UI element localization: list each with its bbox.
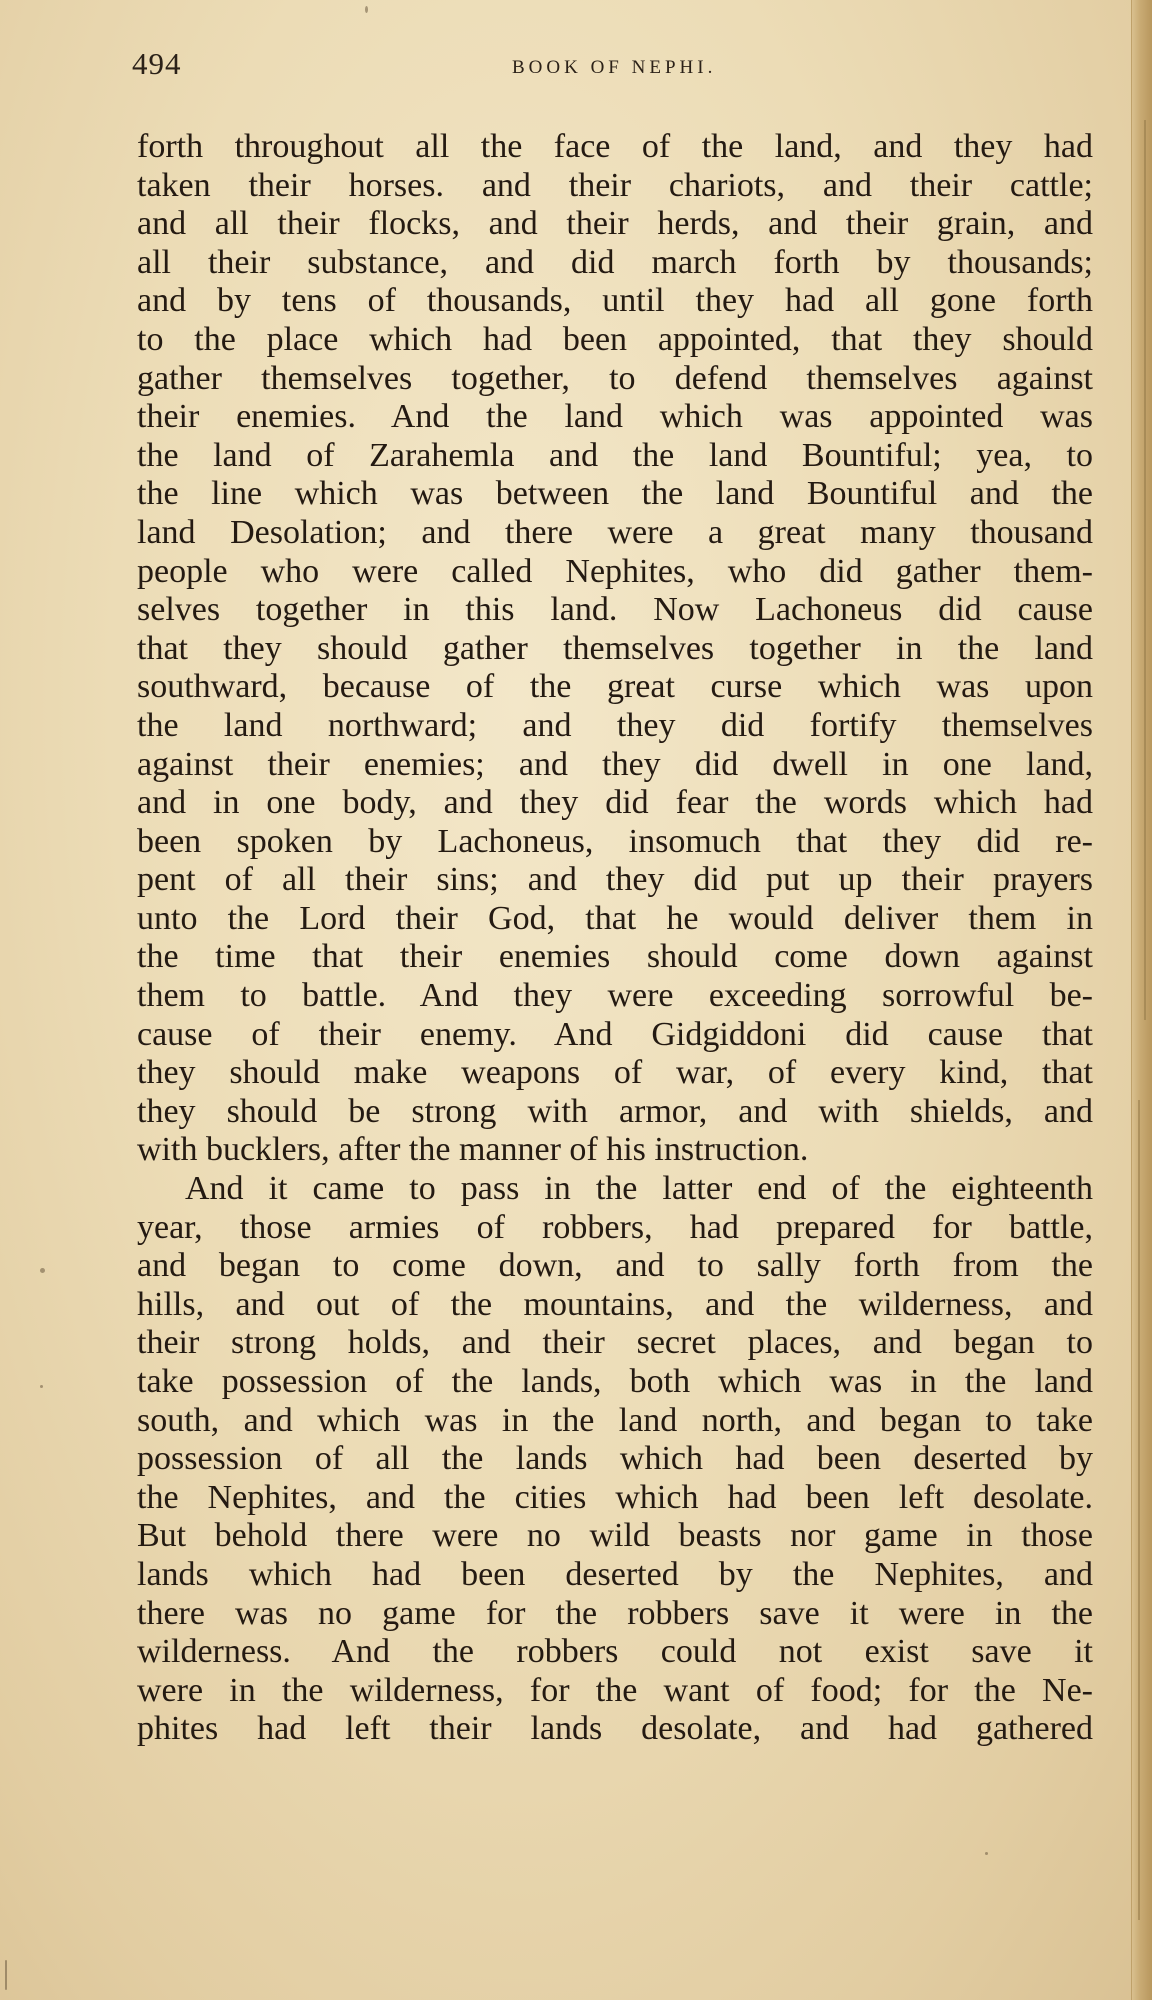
text-line: south, and which was in the land north, and began to take bbox=[137, 1401, 1093, 1439]
page-header bbox=[0, 46, 1152, 86]
text-line: lands which had been deserted by the Nephites, and bbox=[137, 1555, 1093, 1593]
text-line: land Desolation; and there were a great many thousand bbox=[137, 513, 1093, 551]
text-line: hills, and out of the mountains, and the wilderness, and bbox=[137, 1285, 1093, 1323]
page-number: 494 bbox=[132, 46, 182, 81]
text-line: the land northward; and they did fortify themselves bbox=[137, 706, 1093, 744]
page-edge-line bbox=[1138, 1100, 1140, 1920]
text-line: But behold there were no wild beasts nor game in those bbox=[137, 1517, 1093, 1555]
text-line: gather themselves together, to defend themselves against bbox=[137, 359, 1093, 397]
text-line: and in one body, and they did fear the words which had bbox=[137, 784, 1093, 822]
text-line: possession of all the lands which had been deserted by bbox=[137, 1440, 1093, 1478]
text-line: the Nephites, and the cities which had been left desolate. bbox=[137, 1478, 1093, 1516]
paragraph-end-line: with bucklers, after the manner of his instruction. bbox=[137, 1131, 809, 1169]
text-line: taken their horses. and their chariots, and their cattle; bbox=[137, 166, 1093, 204]
text-line: were in the wilderness, for the want of food; for the Ne- bbox=[137, 1671, 1093, 1709]
paper-speck bbox=[365, 6, 368, 13]
text-line: people who were called Nephites, who did gather them- bbox=[137, 552, 1093, 590]
text-line: take possession of the lands, both which was in the land bbox=[137, 1363, 1093, 1400]
text-line: they should make weapons of war, of every kind, that bbox=[137, 1054, 1093, 1092]
paragraph-start-line: And it came to pass in the latter end of the eighteenth bbox=[185, 1170, 1093, 1208]
text-line: against their enemies; and they did dwell in one land, bbox=[137, 745, 1093, 783]
text-line: selves together in this land. Now Lachoneus did cause bbox=[137, 591, 1093, 629]
text-line: and began to come down, and to sally forth from the bbox=[137, 1247, 1093, 1285]
text-line: their enemies. And the land which was appointed was bbox=[137, 398, 1093, 436]
paper-speck bbox=[40, 1385, 43, 1388]
text-line: pent of all their sins; and they did put up their prayers bbox=[137, 861, 1093, 899]
paper-speck bbox=[985, 1852, 988, 1855]
text-line: unto the Lord their God, that he would deliver them in bbox=[137, 899, 1093, 937]
page-edge-shadow bbox=[1131, 0, 1152, 2000]
text-line: and all their flocks, and their herds, and their grain, and bbox=[137, 205, 1093, 243]
text-line: there was no game for the robbers save it were in the bbox=[137, 1594, 1093, 1632]
text-line: cause of their enemy. And Gidgiddoni did cause that bbox=[137, 1015, 1093, 1053]
text-line: been spoken by Lachoneus, insomuch that they did re- bbox=[137, 822, 1093, 860]
text-line: they should be strong with armor, and with shields, and bbox=[137, 1092, 1093, 1130]
text-line: southward, because of the great curse which was upon bbox=[137, 668, 1093, 706]
paper-speck bbox=[5, 1960, 7, 1990]
text-line: year, those armies of robbers, had prepared for battle, bbox=[137, 1208, 1093, 1246]
text-line: wilderness. And the robbers could not exist save it bbox=[137, 1633, 1093, 1671]
text-line: to the place which had been appointed, that they should bbox=[137, 320, 1093, 358]
text-line: the time that their enemies should come down against bbox=[137, 938, 1093, 976]
text-line: phites had left their lands desolate, and had gathered bbox=[137, 1710, 1093, 1748]
text-line: that they should gather themselves together in the land bbox=[137, 629, 1093, 667]
text-line: the land of Zarahemla and the land Bountiful; yea, to bbox=[137, 436, 1093, 474]
text-line: them to battle. And they were exceeding sorrowful be- bbox=[137, 977, 1093, 1015]
running-head: BOOK OF NEPHI. bbox=[512, 57, 717, 78]
text-line: their strong holds, and their secret places, and began to bbox=[137, 1324, 1093, 1362]
paper-speck bbox=[40, 1268, 45, 1273]
text-line: all their substance, and did march forth by thousands; bbox=[137, 243, 1093, 281]
body-text bbox=[137, 128, 1093, 1749]
text-line: and by tens of thousands, until they had all gone forth bbox=[137, 282, 1093, 320]
text-line: the line which was between the land Bountiful and the bbox=[137, 475, 1093, 513]
page-edge-line bbox=[1144, 120, 1146, 1020]
text-line: forth throughout all the face of the land, and they had bbox=[137, 128, 1093, 165]
